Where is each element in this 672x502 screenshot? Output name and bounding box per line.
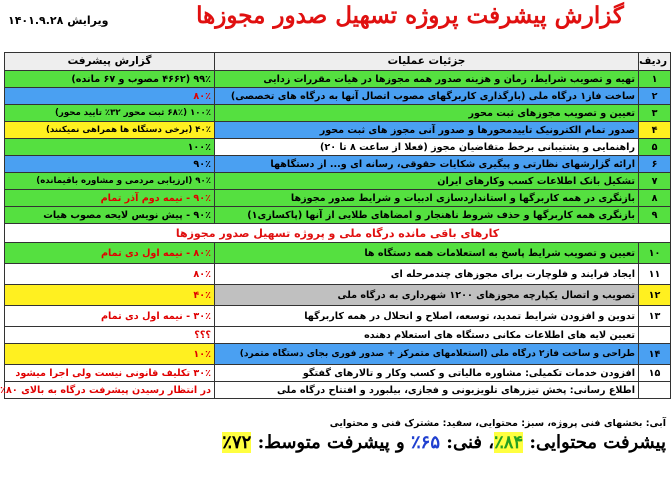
table-row (5, 344, 671, 365)
table-row (5, 243, 671, 264)
table-row (5, 88, 671, 105)
summary-label-content: پیشرفت محتوایی: (529, 432, 666, 453)
table-row (5, 139, 671, 156)
color-legend: آبی: بخشهای فنی پروژه، سبز: محتوایی، سفید: مشترک فنی و محتوایی (329, 418, 666, 429)
summary-value-technical: ۶۵٪ (411, 432, 441, 453)
summary-value-content: ۸۴٪ (494, 432, 524, 453)
table-row (5, 156, 671, 173)
row-details: راهنمایی و پشتیبانی برخط متقاضیان مجوز (فعلا از ساعت ۸ تا ۲۰) (215, 139, 639, 156)
row-progress: ۳۰٪ - نیمه اول دی تمام (5, 306, 215, 327)
table-row (5, 382, 671, 399)
row-progress: ۹۰٪ - پیش نویس لایحه مصوب هیات (5, 207, 215, 224)
row-details: بازنگری همه کاربرگها و حذف شروط ناهنجار و امضاهای طلایی از آنها (پاکسازی۱) (215, 207, 639, 224)
table-row (5, 306, 671, 327)
row-number (639, 327, 671, 344)
row-number: ۱۲ (639, 285, 671, 306)
row-progress: ۸۰٪ (5, 264, 215, 285)
row-details: افزودن خدمات تکمیلی: مشاوره مالیاتی و کسب وکار و تالارهای گفتگو (215, 365, 639, 382)
summary-label-technical: فنی: (446, 432, 482, 453)
table-row (5, 285, 671, 306)
row-progress: ۹۰٪ - نیمه دوم آذر تمام (5, 190, 215, 207)
table-row (5, 207, 671, 224)
row-number: ۹ (639, 207, 671, 224)
summary-value-average: ۷۲٪ (222, 432, 252, 453)
row-number (639, 382, 671, 399)
row-number: ۱۰ (639, 243, 671, 264)
table-header-row (5, 53, 671, 71)
row-details: تعیین و تصویب شرایط پاسخ به استعلامات همه دستگاه ها (215, 243, 639, 264)
row-details: صدور تمام الکترونیک تاییدمحورها و صدور آنی مجوز های ثبت محور (215, 122, 639, 139)
row-progress: ۸۰٪ (5, 88, 215, 105)
row-details: تشکیل بانک اطلاعات کسب وکارهای ایران (215, 173, 639, 190)
table-row (5, 365, 671, 382)
row-number: ۱۵ (639, 365, 671, 382)
row-details: طراحی و ساخت فاز۲ درگاه ملی (استعلامهای متمرکز + صدور فوری بجای دستگاه متمرد) (215, 344, 639, 365)
row-number: ۸ (639, 190, 671, 207)
row-details: بازنگری در همه کاربرگها و استانداردسازی ادبیات و شرایط صدور مجوزها (215, 190, 639, 207)
header-row-number: ردیف (639, 53, 671, 71)
row-details: تصویب و اتصال یکپارچه مجوزهای ۱۲۰۰ شهرداری به درگاه ملی (215, 285, 639, 306)
row-number: ۶ (639, 156, 671, 173)
table-row (5, 190, 671, 207)
table-row (5, 105, 671, 122)
version-label: ویرایش ۱۴۰۱.۹.۲۸ (8, 14, 109, 27)
row-details: تعیین لایه های اطلاعات مکانی دستگاه های استعلام دهنده (215, 327, 639, 344)
row-details: ایجاد فرایند و فلوچارت برای مجوزهای چندمرحله ای (215, 264, 639, 285)
row-progress: ۹۰٪ (5, 156, 215, 173)
row-number: ۵ (639, 139, 671, 156)
section-title: کارهای باقی مانده درگاه ملی و پروژه تسهیل صدور مجوزها (5, 224, 671, 243)
row-progress: ؟؟؟ (5, 327, 215, 344)
table-row (5, 71, 671, 88)
row-number: ۱ (639, 71, 671, 88)
section-row (5, 224, 671, 243)
table-row (5, 327, 671, 344)
row-progress: ۱۰۰٪ (5, 139, 215, 156)
row-details: تعیین و تصویب مجوزهای ثبت محور (215, 105, 639, 122)
row-number: ۱۱ (639, 264, 671, 285)
row-number: ۱۳ (639, 306, 671, 327)
row-progress: ۸۰٪ - نیمه اول دی تمام (5, 243, 215, 264)
table-row (5, 264, 671, 285)
row-number: ۷ (639, 173, 671, 190)
header-progress: گزارش پیشرفت (5, 53, 215, 71)
row-details: ساخت فاز۱ درگاه ملی (بارگذاری کاربرگهای مصوب اتصال آنها به درگاه های تخصصی) (215, 88, 639, 105)
summary-label-average: و پیشرفت متوسط: (257, 432, 405, 453)
row-progress: ۹۹٪ (۴۶۶۲ مصوب و ۶۷ مانده) (5, 71, 215, 88)
row-details: تدوین و افزودن شرایط تمدید، توسعه، اصلاح و انحلال در همه کاربرگها (215, 306, 639, 327)
row-number: ۲ (639, 88, 671, 105)
row-progress: ۹۰٪ (ارزیابی مردمی و مشاوره باقیمانده) (5, 173, 215, 190)
row-progress: ۴۰٪ (5, 285, 215, 306)
row-number: ۴ (639, 122, 671, 139)
row-details: تهیه و تصویب شرایط، زمان و هزینه صدور همه مجوزها در هیات مقررات زدایی (215, 71, 639, 88)
row-progress: ۳۰٪ تکلیف قانونی نیست ولی اجرا میشود (5, 365, 215, 382)
table-row (5, 122, 671, 139)
row-progress: ۴۰٪ (برخی دستگاه ها همراهی نمیکنند) (5, 122, 215, 139)
row-progress: ۱۰٪ (5, 344, 215, 365)
row-progress: در انتظار رسیدن پیشرفت درگاه به بالای ۸۰٪ (5, 382, 215, 399)
progress-summary: پیشرفت محتوایی: ۸۴٪، فنی: ۶۵٪ و پیشرفت متوسط: ۷۲٪ (222, 432, 666, 453)
progress-table (0, 52, 671, 399)
row-number: ۱۴ (639, 344, 671, 365)
page-title: گزارش پیشرفت پروژه تسهیل صدور مجوزها (196, 2, 624, 29)
row-details: اطلاع رسانی: پخش تیزرهای تلویزیونی و فجازی، بیلبورد و افتتاح درگاه ملی (215, 382, 639, 399)
table-row (5, 173, 671, 190)
row-number: ۳ (639, 105, 671, 122)
header-details: جزئیات عملیات (215, 53, 639, 71)
row-progress: ۱۰۰٪ (۶۸٪ ثبت محور ۳۲٪ تایید محور) (5, 105, 215, 122)
row-details: ارائه گزارشهای نظارتی و پیگیری شکایات حقوقی، رسانه ای و... از دستگاهها (215, 156, 639, 173)
